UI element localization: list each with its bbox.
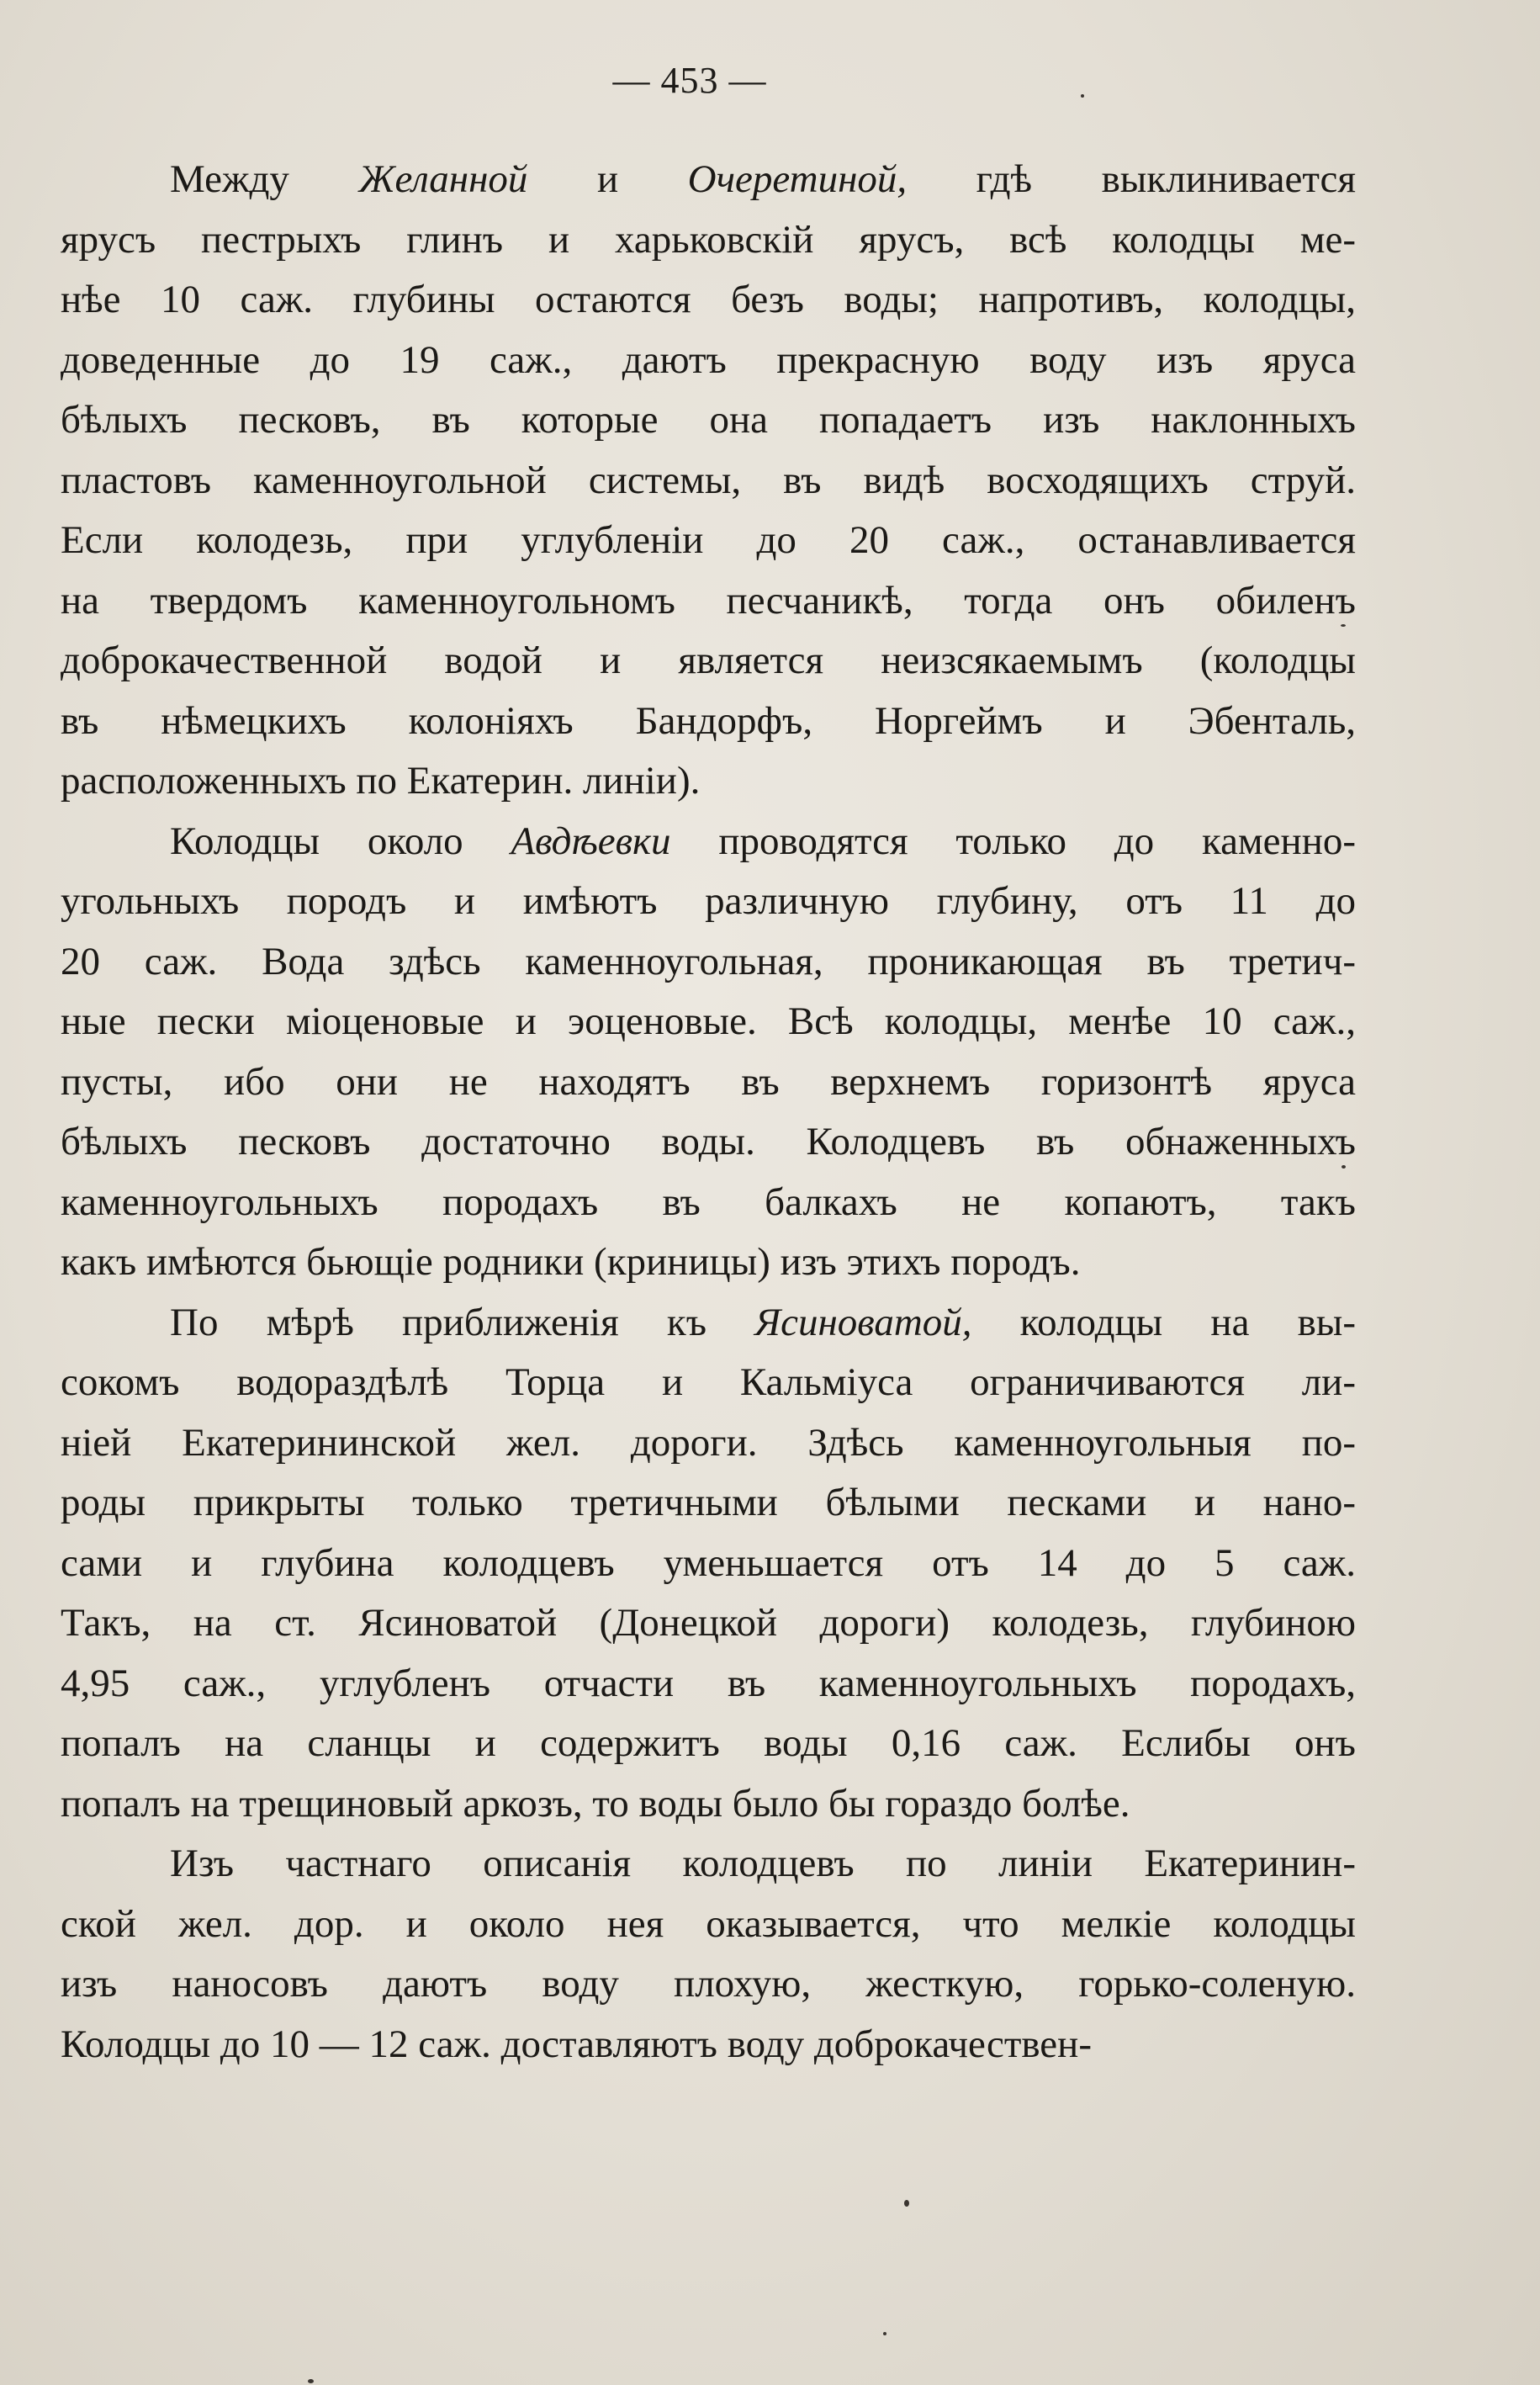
paper-speck	[308, 2379, 314, 2383]
text-line	[61, 210, 1356, 271]
text-line	[61, 872, 1356, 932]
paper-speck	[904, 2200, 909, 2207]
text-run: доброкачественной водой и является неизсякаемымъ (колодцы	[61, 639, 1356, 682]
text-run: доведенные до 19 саж., даютъ прекрасную воду изъ яруса	[61, 337, 1356, 382]
body-text	[61, 150, 1356, 2075]
text-run: Колодцы около	[170, 819, 511, 863]
paper-speck	[1081, 94, 1084, 98]
text-run: проводятся только до каменно-	[670, 819, 1356, 863]
text-line	[61, 1534, 1356, 1594]
text-run: ярусъ пестрыхъ глинъ и харьковскій ярусъ, всѣ колодцы ме-	[61, 217, 1356, 262]
place-name: Желанной	[358, 157, 528, 201]
text-run: ніей Екатерининской жел. дороги. Здѣсь каменноугольныя по-	[61, 1420, 1356, 1465]
text-line	[61, 1353, 1356, 1413]
text-line	[61, 751, 1356, 812]
text-line	[61, 992, 1356, 1052]
text-run: сокомъ водораздѣлѣ Торца и Кальміуса ограничиваются ли-	[61, 1360, 1356, 1404]
text-run: гдѣ выклинивается	[907, 157, 1356, 201]
place-name: Очеретиной,	[687, 157, 908, 201]
text-line	[61, 631, 1356, 692]
paragraph	[61, 812, 1356, 1293]
text-run: Колодцы до 10 — 12 саж. доставляютъ воду доброкачествен-	[61, 2022, 1092, 2066]
text-line	[61, 1954, 1356, 2015]
paper-speck	[883, 2332, 886, 2335]
place-name: Ясиноватой,	[754, 1300, 972, 1344]
text-line	[61, 451, 1356, 511]
text-line	[61, 1654, 1356, 1715]
place-name: Авдѣевки	[511, 819, 671, 863]
text-line	[61, 1593, 1356, 1654]
text-run: Такъ, на ст. Ясиноватой (Донецкой дороги) колодезь, глубиною	[61, 1601, 1356, 1645]
text-line	[61, 812, 1356, 872]
text-run: угольныхъ породъ и имѣютъ различную глубину, отъ 11 до	[61, 879, 1356, 923]
text-line	[61, 571, 1356, 632]
text-line	[61, 150, 1356, 210]
text-run: каменноугольныхъ породахъ въ балкахъ не копаютъ, такъ	[61, 1179, 1356, 1224]
text-line	[61, 1112, 1356, 1173]
text-run: ской жел. дор. и около нея оказывается, что мелкіе колодцы	[61, 1901, 1356, 1946]
text-line	[61, 1895, 1356, 1955]
text-run: Изъ частнаго описанія колодцевъ по линіи Екатеринин-	[170, 1842, 1356, 1885]
text-run: Между	[170, 157, 359, 201]
text-run: пластовъ каменноугольной системы, въ видѣ восходящихъ струй.	[61, 458, 1356, 502]
paper-speck	[1342, 1165, 1346, 1169]
text-line	[61, 932, 1356, 993]
paragraph	[61, 1834, 1356, 2075]
text-run: По мѣрѣ приближенія къ	[170, 1300, 755, 1344]
text-run: 4,95 саж., углубленъ отчасти въ каменноугольныхъ породахъ,	[61, 1661, 1356, 1705]
text-line	[61, 1413, 1356, 1474]
text-run: изъ наносовъ даютъ воду плохую, жесткую, горько-соленую.	[61, 1962, 1356, 2006]
text-line	[61, 1473, 1356, 1534]
text-line	[61, 1232, 1356, 1293]
text-run: какъ имѣются бьющіе родники (криницы) изъ этихъ породъ.	[61, 1240, 1081, 1284]
text-run: Если колодезь, при углубленіи до 20 саж., останавливается	[61, 518, 1356, 562]
text-line	[61, 1173, 1356, 1233]
text-line	[61, 1774, 1356, 1835]
text-line	[61, 1293, 1356, 1354]
text-line	[61, 692, 1356, 752]
paragraph	[61, 1293, 1356, 1835]
page-number: — 453 —	[612, 60, 767, 101]
text-line	[61, 511, 1356, 571]
text-run: въ нѣмецкихъ колоніяхъ Бандорфъ, Норгеймъ и Эбенталь,	[61, 698, 1356, 743]
text-run: и	[527, 157, 688, 201]
text-line	[61, 1714, 1356, 1774]
paragraph	[61, 150, 1356, 812]
text-line	[61, 1834, 1356, 1895]
text-line	[61, 1052, 1356, 1113]
text-run: на твердомъ каменноугольномъ песчаникѣ, тогда онъ обиленъ	[61, 578, 1356, 623]
text-line	[61, 331, 1356, 391]
text-run: ные пески міоценовые и эоценовые. Всѣ колодцы, менѣе 10 саж.,	[61, 999, 1356, 1043]
text-run: нѣе 10 саж. глубины остаются безъ воды; напротивъ, колодцы,	[61, 278, 1356, 321]
text-run: попалъ на сланцы и содержитъ воды 0,16 саж. Еслибы онъ	[61, 1721, 1356, 1765]
text-line	[61, 390, 1356, 451]
text-run: расположенныхъ по Екатерин. линіи).	[61, 759, 701, 803]
text-line	[61, 2015, 1356, 2075]
text-run: бѣлыхъ песковъ достаточно воды. Колодцевъ въ обнаженныхъ	[61, 1120, 1356, 1163]
text-run: роды прикрыты только третичными бѣлыми песками и нано-	[61, 1481, 1356, 1524]
text-run: колодцы на вы-	[971, 1300, 1356, 1344]
text-run: сами и глубина колодцевъ уменьшается отъ 14 до 5 саж.	[61, 1540, 1356, 1585]
text-run: бѣлыхъ песковъ, въ которые она попадаетъ изъ наклонныхъ	[61, 398, 1356, 442]
text-run: 20 саж. Вода здѣсь каменноугольная, проникающая въ третич-	[61, 939, 1356, 983]
text-line	[61, 270, 1356, 331]
paper-speck	[1341, 624, 1346, 627]
text-run: пусты, ибо они не находятъ въ верхнемъ горизонтѣ яруса	[61, 1059, 1356, 1104]
text-run: попалъ на трещиновый аркозъ, то воды было бы гораздо болѣе.	[61, 1781, 1130, 1826]
